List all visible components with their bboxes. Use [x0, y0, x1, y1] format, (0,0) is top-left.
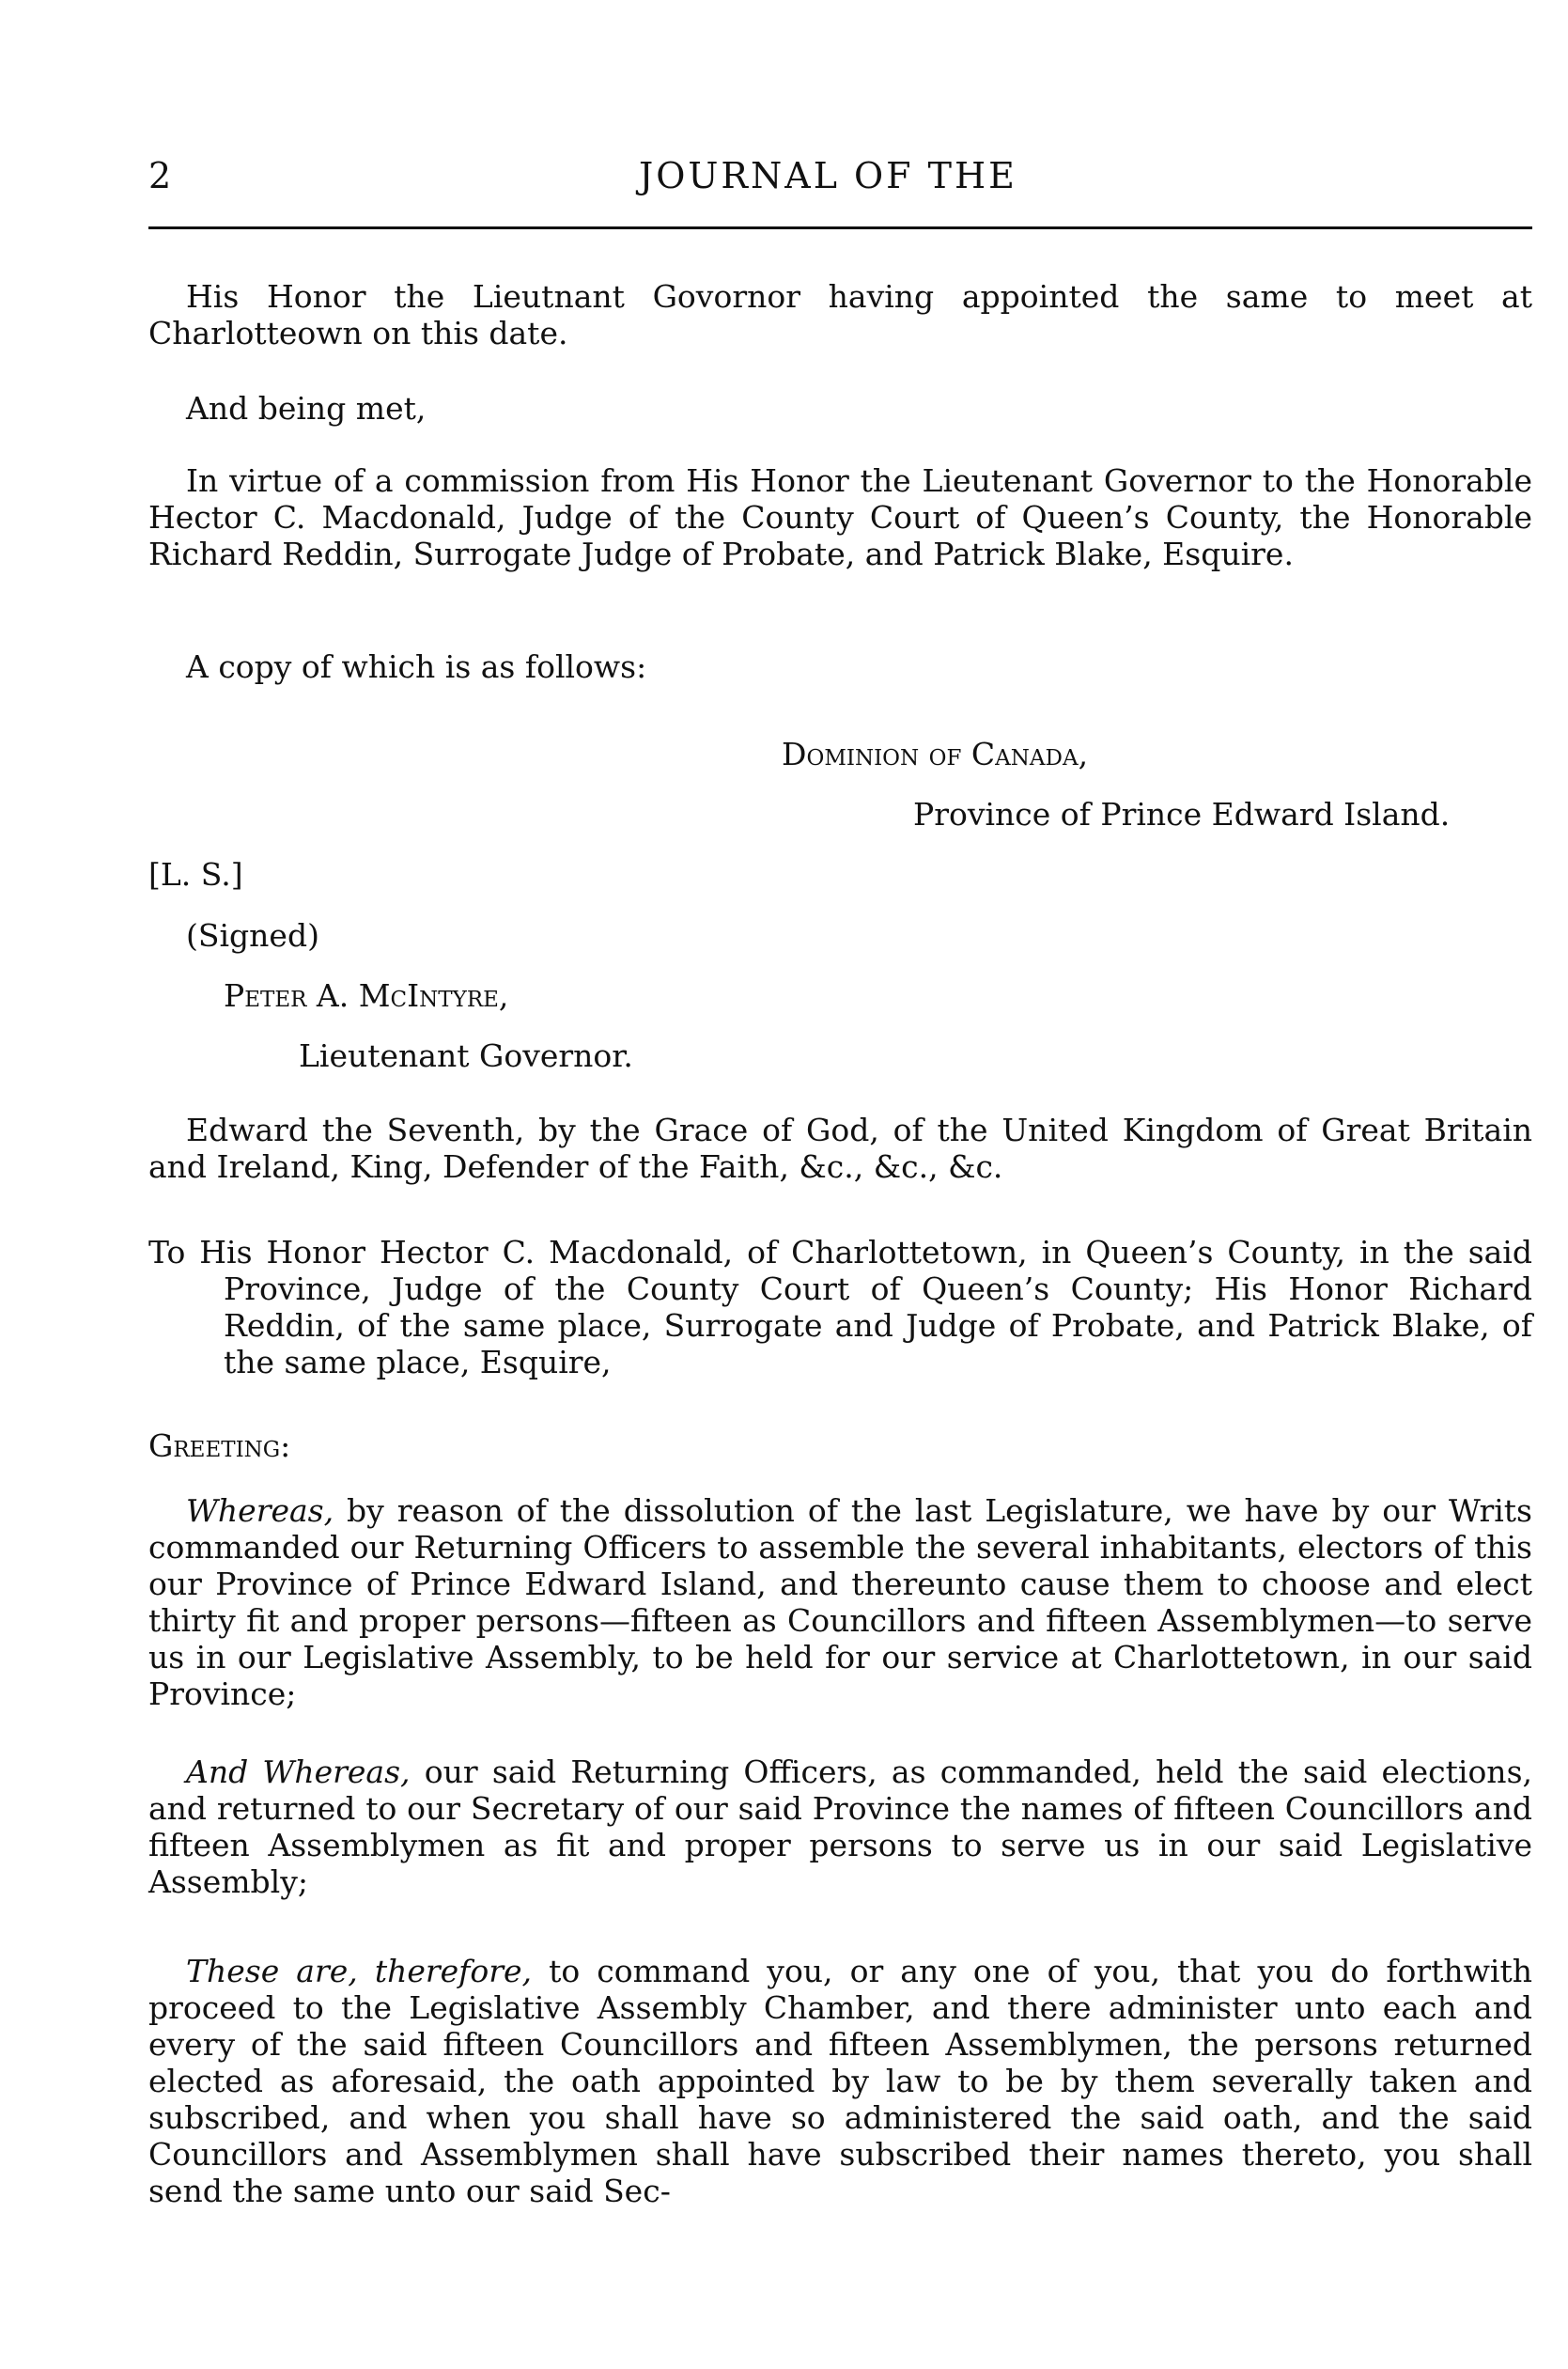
whereas-lead: Whereas, — [186, 1492, 334, 1529]
royal-style-paragraph: Edward the Seventh, by the Grace of God, of the United Kingdom of Great Britain and Ireland, King, Defender of the Faith, &c., &c., &c. — [148, 1112, 1532, 1185]
header-rule — [148, 226, 1532, 229]
copy-follows-line: A copy of which is as follows: — [186, 648, 647, 685]
whereas-paragraph — [148, 1492, 1532, 1712]
opening-paragraph: His Honor the Lieutnant Govornor having appointed the same to meet at Charlotteown on this date. — [148, 278, 1532, 351]
greeting: Greeting: — [148, 1427, 291, 1464]
these-are-paragraph — [148, 1953, 1532, 2209]
page-header — [148, 155, 1530, 205]
being-met-line: And being met, — [186, 390, 427, 427]
dominion-heading: Dominion of Canada, — [782, 736, 1089, 772]
and-whereas-text: our said Returning Officers, as commanded, held the said elections, and returned to our Secretary of our said Province the names of fifteen Councillors and fifteen Assemblymen as fit and proper persons to serve us in our said Legislative Assembly; — [148, 1753, 1532, 1900]
address-paragraph: To His Honor Hector C. Macdonald, of Charlottetown, in Queen’s County, in the said Province, Judge of the County Court of Queen’s County; His Honor Richard Reddin, of the same place, Surrogate and Judge of Probate, and Patrick Blake, of the same place, Esquire, — [148, 1234, 1532, 1380]
and-whereas-paragraph — [148, 1753, 1532, 1900]
and-whereas-lead: And Whereas, — [186, 1753, 411, 1790]
therefore-lead: therefore, — [374, 1953, 533, 1989]
whereas-text: by reason of the dissolution of the last Legislature, we have by our Writs commanded our Returning Officers to assemble the several inhabitants, electors of this our Province of Prince Edward Island, and thereunto cause them to choose and elect thirty fit and proper persons—fifteen as Councillors and fifteen Assemblymen—to serve us in our Legislative Assembly, to be held for our service at Charlottetown, in our said Province; — [148, 1492, 1532, 1712]
page-number: 2 — [148, 155, 172, 196]
seal-mark: [L. S.] — [148, 856, 243, 893]
these-are-lead: These are, — [186, 1953, 358, 1989]
running-head: JOURNAL OF THE — [639, 155, 1017, 196]
signed-label: (Signed) — [186, 917, 319, 954]
signatory-title: Lieutenant Governor. — [299, 1037, 633, 1074]
commission-paragraph: In virtue of a commission from His Honor the Lieutenant Governor to the Honorable Hector C. Macdonald, Judge of the County Court of Queen’s County, the Honorable Richard Reddin, Surrogate Judge of Probate, and Patrick Blake, Esquire. — [148, 462, 1532, 572]
these-are-text: to command you, or any one of you, that you do forthwith proceed to the Legislative Assembly Chamber, and there administer unto each and every of the said fifteen Councillors and fifteen Assemblymen, the persons returned elected as aforesaid, the oath appointed by law to be by them severally taken and subscribed, and when you shall have so administered the said oath, and the said Councillors and Assemblymen shall have subscribed their names thereto, you shall send the same unto our said Sec- — [148, 1953, 1533, 2209]
province-heading: Province of Prince Edward Island. — [913, 796, 1451, 833]
signatory-name: Peter A. McIntyre, — [224, 977, 509, 1014]
